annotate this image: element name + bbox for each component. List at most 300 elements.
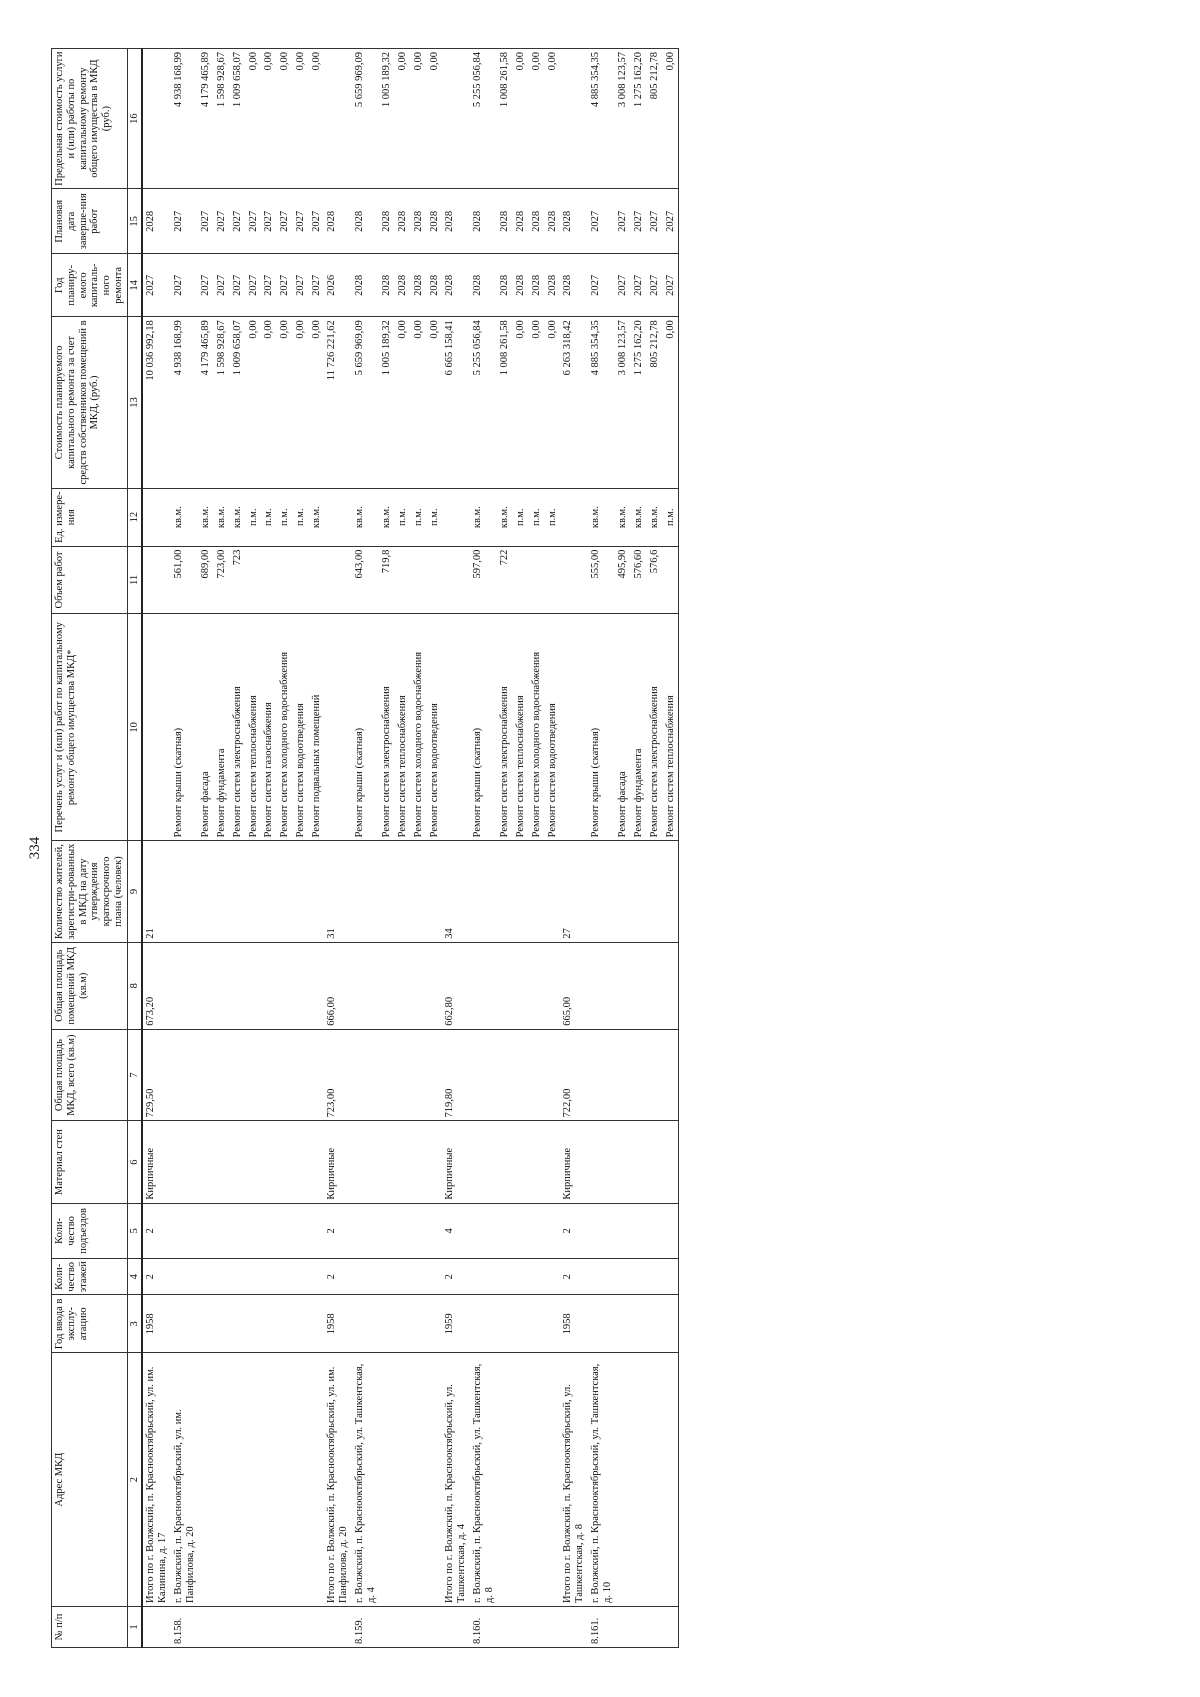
rooms-area-cell <box>497 942 513 1029</box>
rooms-area-cell <box>171 942 199 1029</box>
cost-cell: 0,00 <box>663 317 679 488</box>
work-row <box>309 49 325 1648</box>
total-area-cell: 723,00 <box>324 1029 352 1121</box>
residents-cell <box>293 841 309 942</box>
plan-year-cell: 2027 <box>615 254 631 317</box>
row-number <box>379 1606 395 1647</box>
limit-cost-cell: 0,00 <box>545 49 561 189</box>
plan-year-cell: 2027 <box>214 254 230 317</box>
column-header: Предельная стоимость услуги и (или) работы по капитальному ремонту общего имущества в МКД (руб.) <box>52 49 128 189</box>
address-cell <box>615 1353 631 1607</box>
unit-cell: п.м. <box>529 488 545 546</box>
floors-cell: 2 <box>142 1259 171 1295</box>
total-area-cell <box>529 1029 545 1121</box>
volume-cell: 723,00 <box>214 546 230 614</box>
entrances-cell <box>427 1203 443 1259</box>
year-cell: 1958 <box>324 1295 352 1353</box>
total-area-cell <box>615 1029 631 1121</box>
cost-cell: 10 036 992,18 <box>142 317 171 488</box>
work-type-cell: Ремонт систем теплоснабжения <box>663 614 679 841</box>
total-area-cell <box>588 1029 616 1121</box>
cost-cell: 1 008 261,58 <box>497 317 513 488</box>
residents-cell <box>246 841 262 942</box>
plan-year-cell: 2027 <box>171 254 199 317</box>
residents-cell <box>663 841 679 942</box>
total-area-cell <box>379 1029 395 1121</box>
residents-cell <box>497 841 513 942</box>
row-number <box>615 1606 631 1647</box>
column-headers <box>52 49 128 1648</box>
end-date-cell: 2028 <box>395 189 411 254</box>
limit-cost-cell: 805 212,78 <box>647 49 663 189</box>
year-cell <box>631 1295 647 1353</box>
entrances-cell: 2 <box>560 1203 588 1259</box>
residents-cell <box>545 841 561 942</box>
year-cell <box>214 1295 230 1353</box>
address-cell: г. Волжский, п. Краснооктябрьский, ул. Ташкентская, д. 10 <box>588 1353 616 1607</box>
unit-cell: п.м. <box>277 488 293 546</box>
total-row <box>560 49 588 1648</box>
column-header: Год ввода в эксплу-атацию <box>52 1295 128 1353</box>
plan-year-cell: 2027 <box>198 254 214 317</box>
total-area-cell <box>395 1029 411 1121</box>
rooms-area-cell <box>230 942 246 1029</box>
work-row <box>198 49 214 1648</box>
volume-cell <box>309 546 325 614</box>
row-number: 8.161. <box>588 1606 616 1647</box>
entrances-cell <box>411 1203 427 1259</box>
column-number: 11 <box>127 546 142 614</box>
floors-cell <box>513 1259 529 1295</box>
total-row <box>442 49 470 1648</box>
cost-cell: 4 938 168,99 <box>171 317 199 488</box>
rooms-area-cell <box>293 942 309 1029</box>
end-date-cell: 2027 <box>309 189 325 254</box>
column-header: Общая площадь помещений МКД (кв.м) <box>52 942 128 1029</box>
rooms-area-cell <box>470 942 498 1029</box>
plan-year-cell: 2028 <box>470 254 498 317</box>
table-body <box>142 49 679 1648</box>
address-cell: Итого по г. Волжский, п. Краснооктябрьский, ул. Ташкентская, д. 4 <box>442 1353 470 1607</box>
year-cell <box>352 1295 380 1353</box>
work-type-cell: Ремонт систем газоснабжения <box>261 614 277 841</box>
residents-cell <box>230 841 246 942</box>
limit-cost-cell: 0,00 <box>293 49 309 189</box>
residents-cell <box>411 841 427 942</box>
wall-material-cell: Кирпичные <box>560 1121 588 1203</box>
entrances-cell <box>615 1203 631 1259</box>
year-cell <box>379 1295 395 1353</box>
wall-material-cell <box>293 1121 309 1203</box>
work-row <box>411 49 427 1648</box>
volume-cell <box>442 546 470 614</box>
cost-cell: 0,00 <box>395 317 411 488</box>
work-type-cell: Ремонт фасада <box>198 614 214 841</box>
row-number <box>545 1606 561 1647</box>
work-type-cell: Ремонт крыши (скатная) <box>588 614 616 841</box>
limit-cost-cell: 0,00 <box>411 49 427 189</box>
floors-cell <box>246 1259 262 1295</box>
limit-cost-cell <box>324 49 352 189</box>
volume-cell: 576,60 <box>631 546 647 614</box>
total-area-cell <box>647 1029 663 1121</box>
cost-cell: 5 255 056,84 <box>470 317 498 488</box>
plan-year-cell: 2028 <box>545 254 561 317</box>
column-header: Объем работ <box>52 546 128 614</box>
wall-material-cell: Кирпичные <box>324 1121 352 1203</box>
work-type-cell: Ремонт фасада <box>615 614 631 841</box>
rooms-area-cell <box>198 942 214 1029</box>
rooms-area-cell: 673,20 <box>142 942 171 1029</box>
limit-cost-cell: 0,00 <box>529 49 545 189</box>
row-number <box>214 1606 230 1647</box>
total-row <box>142 49 171 1648</box>
residents-cell <box>631 841 647 942</box>
wall-material-cell <box>352 1121 380 1203</box>
year-cell: 1959 <box>442 1295 470 1353</box>
residents-cell <box>171 841 199 942</box>
limit-cost-cell: 5 255 056,84 <box>470 49 498 189</box>
unit-cell: п.м. <box>513 488 529 546</box>
volume-cell: 643,00 <box>352 546 380 614</box>
rooms-area-cell <box>246 942 262 1029</box>
column-header: № п/п <box>52 1606 128 1647</box>
floors-cell <box>309 1259 325 1295</box>
floors-cell <box>615 1259 631 1295</box>
unit-cell: кв.м. <box>352 488 380 546</box>
rooms-area-cell <box>379 942 395 1029</box>
floors-cell <box>588 1259 616 1295</box>
cost-cell: 11 726 221,62 <box>324 317 352 488</box>
volume-cell: 689,00 <box>198 546 214 614</box>
limit-cost-cell: 4 179 465,89 <box>198 49 214 189</box>
residents-cell <box>261 841 277 942</box>
plan-year-cell: 2027 <box>588 254 616 317</box>
total-area-cell <box>545 1029 561 1121</box>
limit-cost-cell: 4 885 354,35 <box>588 49 616 189</box>
cost-cell: 0,00 <box>513 317 529 488</box>
address-cell <box>529 1353 545 1607</box>
unit-cell: п.м. <box>246 488 262 546</box>
rooms-area-cell <box>277 942 293 1029</box>
column-number: 3 <box>127 1295 142 1353</box>
entrances-cell <box>214 1203 230 1259</box>
wall-material-cell <box>545 1121 561 1203</box>
work-type-cell: Ремонт систем электроснабжения <box>497 614 513 841</box>
work-row <box>230 49 246 1648</box>
cost-cell: 1 005 189,32 <box>379 317 395 488</box>
volume-cell: 555,00 <box>588 546 616 614</box>
column-header: Коли-чество этажей <box>52 1259 128 1295</box>
plan-year-cell: 2028 <box>395 254 411 317</box>
year-cell <box>470 1295 498 1353</box>
year-cell <box>230 1295 246 1353</box>
floors-cell <box>198 1259 214 1295</box>
unit-cell: п.м. <box>261 488 277 546</box>
row-number <box>513 1606 529 1647</box>
rooms-area-cell: 665,00 <box>560 942 588 1029</box>
plan-year-cell: 2028 <box>497 254 513 317</box>
unit-cell: кв.м. <box>588 488 616 546</box>
row-number <box>246 1606 262 1647</box>
floors-cell <box>293 1259 309 1295</box>
cost-cell: 805 212,78 <box>647 317 663 488</box>
house-row <box>171 49 199 1648</box>
table-header <box>52 49 143 1648</box>
plan-year-cell: 2027 <box>647 254 663 317</box>
work-row <box>214 49 230 1648</box>
entrances-cell <box>663 1203 679 1259</box>
row-number <box>142 1606 171 1647</box>
total-area-cell <box>198 1029 214 1121</box>
address-cell <box>379 1353 395 1607</box>
plan-year-cell: 2026 <box>324 254 352 317</box>
work-row <box>379 49 395 1648</box>
row-number <box>395 1606 411 1647</box>
column-number: 7 <box>127 1029 142 1121</box>
floors-cell <box>663 1259 679 1295</box>
address-cell <box>277 1353 293 1607</box>
total-area-cell <box>293 1029 309 1121</box>
rooms-area-cell <box>214 942 230 1029</box>
column-header: Год планиру-емого капиталь-ного ремонта <box>52 254 128 317</box>
entrances-cell: 4 <box>442 1203 470 1259</box>
plan-year-cell: 2027 <box>142 254 171 317</box>
unit-cell: кв.м. <box>631 488 647 546</box>
year-cell <box>198 1295 214 1353</box>
unit-cell: кв.м. <box>647 488 663 546</box>
row-number <box>442 1606 470 1647</box>
row-number <box>497 1606 513 1647</box>
entrances-cell <box>513 1203 529 1259</box>
row-number: 8.158. <box>171 1606 199 1647</box>
work-type-cell: Ремонт фундамента <box>631 614 647 841</box>
volume-cell <box>545 546 561 614</box>
unit-cell: п.м. <box>293 488 309 546</box>
rooms-area-cell: 666,00 <box>324 942 352 1029</box>
residents-cell <box>647 841 663 942</box>
address-cell: Итого по г. Волжский, п. Краснооктябрьский, ул. им. Калинина, д. 17 <box>142 1353 171 1607</box>
rooms-area-cell <box>261 942 277 1029</box>
limit-cost-cell: 1 598 928,67 <box>214 49 230 189</box>
row-number <box>230 1606 246 1647</box>
work-type-cell <box>560 614 588 841</box>
total-area-cell <box>663 1029 679 1121</box>
volume-cell: 723 <box>230 546 246 614</box>
volume-cell <box>261 546 277 614</box>
entrances-cell <box>545 1203 561 1259</box>
cost-cell: 0,00 <box>277 317 293 488</box>
plan-year-cell: 2027 <box>230 254 246 317</box>
floors-cell <box>395 1259 411 1295</box>
work-type-cell <box>142 614 171 841</box>
plan-year-cell: 2028 <box>411 254 427 317</box>
wall-material-cell <box>246 1121 262 1203</box>
entrances-cell <box>309 1203 325 1259</box>
year-cell <box>261 1295 277 1353</box>
limit-cost-cell: 0,00 <box>277 49 293 189</box>
end-date-cell: 2028 <box>427 189 443 254</box>
wall-material-cell <box>214 1121 230 1203</box>
address-cell <box>198 1353 214 1607</box>
floors-cell <box>214 1259 230 1295</box>
volume-cell <box>529 546 545 614</box>
limit-cost-cell: 0,00 <box>309 49 325 189</box>
wall-material-cell <box>309 1121 325 1203</box>
cost-cell: 1 009 658,07 <box>230 317 246 488</box>
year-cell <box>246 1295 262 1353</box>
column-number: 16 <box>127 49 142 189</box>
address-cell <box>647 1353 663 1607</box>
residents-cell <box>615 841 631 942</box>
total-area-cell: 729,50 <box>142 1029 171 1121</box>
plan-year-cell: 2027 <box>277 254 293 317</box>
floors-cell: 2 <box>442 1259 470 1295</box>
wall-material-cell <box>261 1121 277 1203</box>
rooms-area-cell <box>615 942 631 1029</box>
rooms-area-cell <box>529 942 545 1029</box>
plan-year-cell: 2028 <box>529 254 545 317</box>
work-row <box>395 49 411 1648</box>
total-area-cell: 719,80 <box>442 1029 470 1121</box>
end-date-cell: 2027 <box>615 189 631 254</box>
end-date-cell: 2028 <box>442 189 470 254</box>
address-cell <box>631 1353 647 1607</box>
year-cell <box>663 1295 679 1353</box>
total-row <box>324 49 352 1648</box>
limit-cost-cell: 0,00 <box>513 49 529 189</box>
unit-cell: кв.м. <box>497 488 513 546</box>
entrances-cell <box>261 1203 277 1259</box>
work-row <box>246 49 262 1648</box>
unit-cell: кв.м. <box>198 488 214 546</box>
column-number: 5 <box>127 1203 142 1259</box>
house-row <box>470 49 498 1648</box>
volume-cell <box>560 546 588 614</box>
wall-material-cell <box>470 1121 498 1203</box>
entrances-cell <box>647 1203 663 1259</box>
floors-cell <box>261 1259 277 1295</box>
end-date-cell: 2027 <box>277 189 293 254</box>
cost-cell: 0,00 <box>246 317 262 488</box>
floors-cell: 2 <box>324 1259 352 1295</box>
work-row <box>427 49 443 1648</box>
volume-cell <box>427 546 443 614</box>
floors-cell <box>230 1259 246 1295</box>
plan-year-cell: 2027 <box>631 254 647 317</box>
end-date-cell: 2027 <box>663 189 679 254</box>
column-number: 10 <box>127 614 142 841</box>
column-header: Коли-чество подъездов <box>52 1203 128 1259</box>
rooms-area-cell <box>411 942 427 1029</box>
plan-year-cell: 2027 <box>309 254 325 317</box>
row-number: 8.160. <box>470 1606 498 1647</box>
work-row <box>615 49 631 1648</box>
cost-cell: 0,00 <box>261 317 277 488</box>
floors-cell <box>352 1259 380 1295</box>
wall-material-cell <box>395 1121 411 1203</box>
cost-cell: 6 665 158,41 <box>442 317 470 488</box>
total-area-cell <box>214 1029 230 1121</box>
end-date-cell: 2028 <box>513 189 529 254</box>
residents-cell <box>427 841 443 942</box>
limit-cost-cell: 0,00 <box>663 49 679 189</box>
cost-cell: 4 179 465,89 <box>198 317 214 488</box>
volume-cell <box>663 546 679 614</box>
floors-cell <box>497 1259 513 1295</box>
residents-cell: 34 <box>442 841 470 942</box>
plan-year-cell: 2028 <box>352 254 380 317</box>
wall-material-cell <box>647 1121 663 1203</box>
plan-year-cell: 2027 <box>261 254 277 317</box>
year-cell <box>513 1295 529 1353</box>
entrances-cell <box>230 1203 246 1259</box>
entrances-cell <box>246 1203 262 1259</box>
work-type-cell: Ремонт систем водоотведения <box>293 614 309 841</box>
column-number: 4 <box>127 1259 142 1295</box>
volume-cell <box>324 546 352 614</box>
address-cell <box>545 1353 561 1607</box>
address-cell <box>497 1353 513 1607</box>
limit-cost-cell: 4 938 168,99 <box>171 49 199 189</box>
work-type-cell: Ремонт систем электроснабжения <box>379 614 395 841</box>
limit-cost-cell: 0,00 <box>246 49 262 189</box>
residents-cell <box>588 841 616 942</box>
unit-cell <box>142 488 171 546</box>
cost-cell: 3 008 123,57 <box>615 317 631 488</box>
work-type-cell: Ремонт систем водоотведения <box>427 614 443 841</box>
residents-cell <box>395 841 411 942</box>
work-type-cell: Ремонт систем холодного водоснабжения <box>411 614 427 841</box>
limit-cost-cell: 5 659 969,09 <box>352 49 380 189</box>
house-row <box>352 49 380 1648</box>
page-number: 334 <box>27 836 43 860</box>
entrances-cell <box>171 1203 199 1259</box>
floors-cell <box>470 1259 498 1295</box>
floors-cell <box>171 1259 199 1295</box>
floors-cell <box>411 1259 427 1295</box>
end-date-cell: 2028 <box>379 189 395 254</box>
entrances-cell <box>470 1203 498 1259</box>
volume-cell <box>142 546 171 614</box>
volume-cell: 719,8 <box>379 546 395 614</box>
year-cell: 1958 <box>142 1295 171 1353</box>
wall-material-cell <box>277 1121 293 1203</box>
row-number <box>261 1606 277 1647</box>
unit-cell: п.м. <box>427 488 443 546</box>
floors-cell <box>427 1259 443 1295</box>
residents-cell <box>379 841 395 942</box>
work-row <box>545 49 561 1648</box>
floors-cell <box>379 1259 395 1295</box>
work-type-cell: Ремонт крыши (скатная) <box>470 614 498 841</box>
total-area-cell <box>277 1029 293 1121</box>
work-type-cell: Ремонт крыши (скатная) <box>352 614 380 841</box>
plan-year-cell: 2028 <box>427 254 443 317</box>
end-date-cell: 2028 <box>324 189 352 254</box>
unit-cell: п.м. <box>411 488 427 546</box>
total-area-cell <box>352 1029 380 1121</box>
plan-year-cell: 2028 <box>560 254 588 317</box>
unit-cell: кв.м. <box>470 488 498 546</box>
row-number <box>529 1606 545 1647</box>
end-date-cell: 2027 <box>230 189 246 254</box>
row-number <box>631 1606 647 1647</box>
end-date-cell: 2028 <box>142 189 171 254</box>
plan-year-cell: 2027 <box>663 254 679 317</box>
wall-material-cell <box>230 1121 246 1203</box>
limit-cost-cell: 1 275 162,20 <box>631 49 647 189</box>
